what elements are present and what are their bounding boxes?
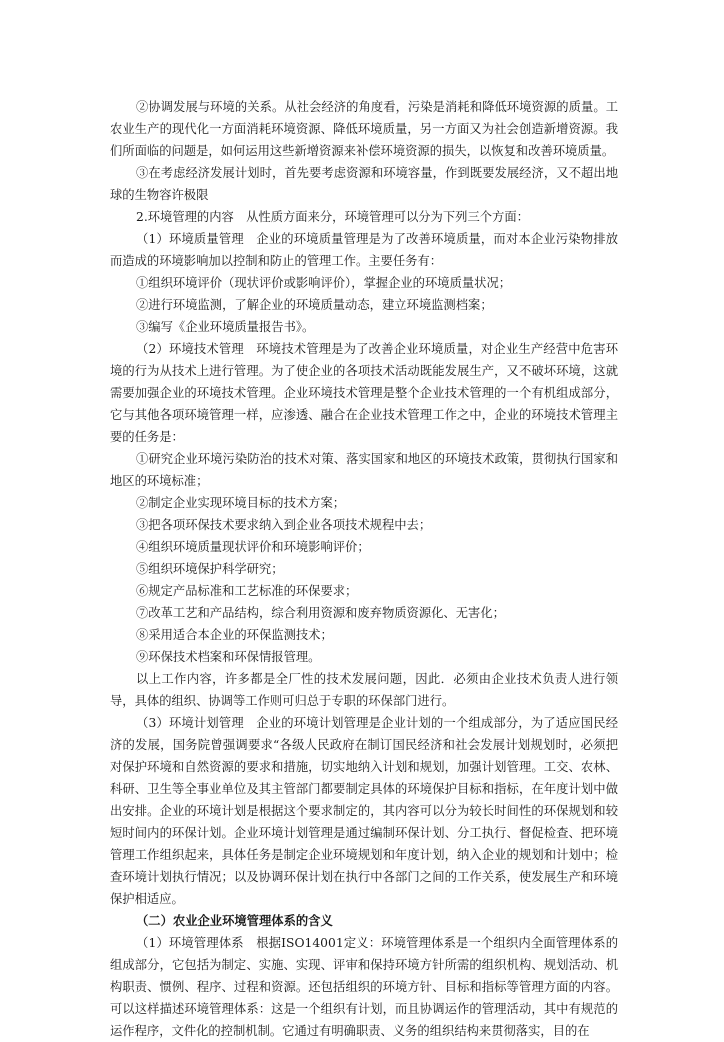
paragraph-summary: 以上工作内容，许多都是全厂性的技术发展问题，因此．必须由企业技术负责人进行领导，具体的组织、协调等工作则可归总于专职的环保部门进行。: [110, 672, 618, 708]
paragraph-resource-capacity: ③在考虑经济发展计划时，首先要考虑资源和环境容量，作到既要发展经济，又不超出地球的生物容许极限: [110, 166, 618, 202]
list-item: ②制定企业实现环境目标的技术方案；: [136, 496, 346, 510]
list-item: ④组织环境质量现状评价和环境影响评价；: [136, 540, 370, 554]
list-item: ①组织环境评价（现状评价或影响评价），掌握企业的环境质量状况；: [136, 276, 512, 290]
paragraph-plan-management: （3）环境计划管理 企业的环境计划管理是企业计划的一个组成部分，为了适应国民经济的发展，国务院曾强调要求“各级人民政府在制订国民经济和社会发展计划规划时，必须把对保护环境和自然资源的要求和措施，切实地纳入计划和规划，加强计划管理。工交、农林、科研、卫生等全事业单位及其主管部门都要制定具体的环境保护目标和指标，在年度计划中做出安排。企业的环境计划是根据这个要求制定的，其内容可以分为较长时间性的环保规划和较短时间内的环保计划。企业环境计划管理是通过编制环保计划、分工执行、督促检查、把环境管理工作组织起来，具体任务是制定企业环境规划和年度计划，纳入企业的规划和计划中；检查环境计划执行情况；以及协调环保计划在执行中各部门之间的工作关系，使发展生产和环境保护相适应。: [110, 716, 618, 906]
document-page: [110, 96, 618, 1042]
paragraph-technical-management: （2）环境技术管理 环境技术管理是为了改善企业环境质量，对企业生产经营中危害环境的行为从技术上进行管理。为了使企业的各项技术活动既能发展生产，又不破坏环境，这就需要加强企业的环境技术管理。企业环境技术管理是整个企业技术管理的一个有机组成部分，它与其他各项环境管理一样，应渗透、融合在企业技术管理工作之中，企业的环境技术管理主要的任务是：: [110, 342, 618, 444]
list-item: ⑧采用适合本企业的环保监测技术；: [136, 628, 333, 642]
list-item: ⑨环保技术档案和环保情报管理。: [136, 650, 321, 664]
paragraph-management-content: 2.环境管理的内容 从性质方面来分，环境管理可以分为下列三个方面：: [136, 210, 529, 224]
list-item: ③编写《企业环境质量报告书》。: [136, 320, 315, 334]
list-item: ⑦改革工艺和产品结构，综合利用资源和废弃物质资源化、无害化；: [136, 606, 505, 620]
paragraph-coordinate-development: ②协调发展与环境的关系。从社会经济的角度看，污染是消耗和降低环境资源的质量。工农业生产的现代化一方面消耗环境资源、降低环境质量，另一方面又为社会创造新增资源。我们所面临的问题是，如何运用这些新增资源来补偿环境资源的损失，以恢复和改善环境质量。: [110, 100, 618, 158]
paragraph-quality-management: （1）环境质量管理 企业的环境质量管理是为了改善环境质量，而对本企业污染物排放而造成的环境影响加以控制和防止的管理工作。主要任务有：: [110, 232, 618, 268]
paragraph-management-system: （1）环境管理体系 根据ISO14001定义：环境管理体系是一个组织内全面管理体系的组成部分，它包括为制定、实施、实现、评审和保持环境方针所需的组织机构、规划活动、机构职责、惯例、程序、过程和资源。还包括组织的环境方针、目标和指标等管理方面的内容。可以这样描述环境管理体系：这是一个组织有计划，而且协调运作的管理活动，其中有规范的运作程序，文件化的控制机制。它通过有明确职责、义务的组织结构来贯彻落实，目的在: [110, 936, 618, 1038]
list-item: ⑤组织环境保护科学研究；: [136, 562, 284, 576]
list-item: ②进行环境监测，了解企业的环境质量动态，建立环境监测档案；: [136, 298, 493, 312]
list-item: ③把各项环保技术要求纳入到企业各项技术规程中去；: [136, 518, 432, 532]
list-item: ①研究企业环境污染防治的技术对策、落实国家和地区的环境技术政策，贯彻执行国家和地区的环境标准；: [110, 452, 618, 488]
section-heading: （二）农业企业环境管理体系的含义: [136, 913, 333, 928]
list-item: ⑥规定产品标准和工艺标准的环保要求；: [136, 584, 358, 598]
